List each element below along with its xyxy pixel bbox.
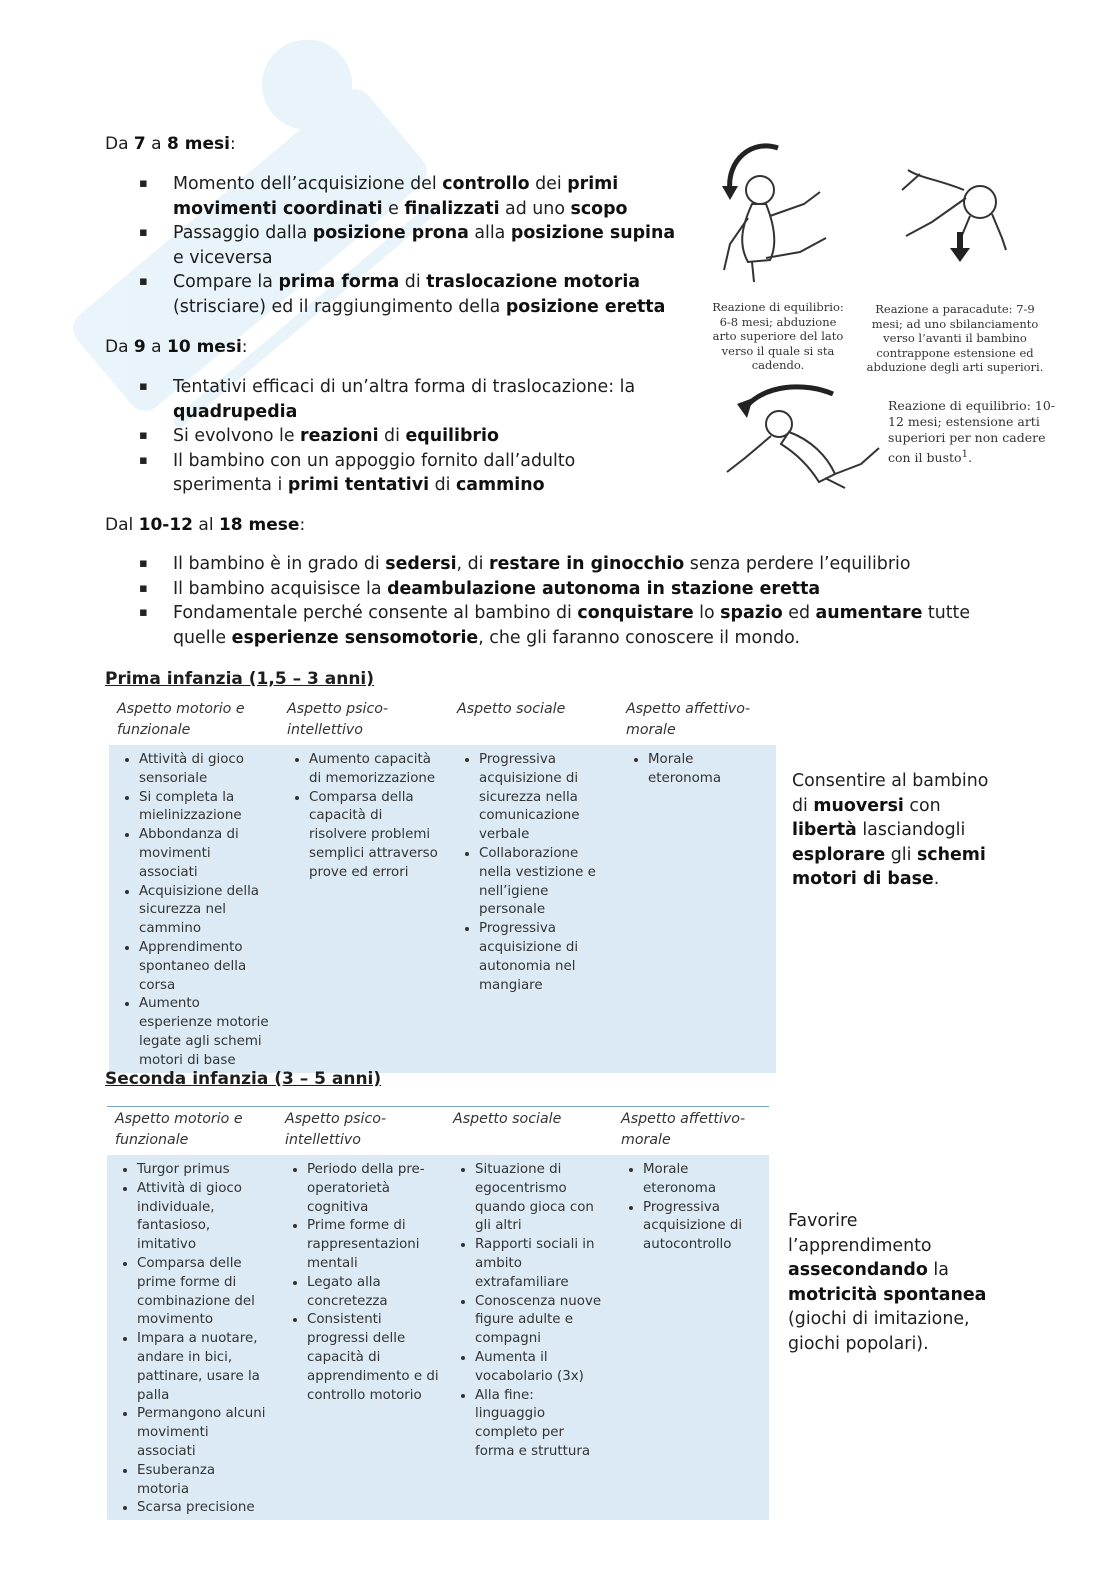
- list-item: ▪ Il bambino è in grado di sedersi, di restare in ginocchio senza perdere l’equilibrio: [139, 552, 999, 577]
- list-item: ▪ Passaggio dalla posizione prona alla posizione supina e viceversa: [139, 221, 689, 270]
- list-item: ▪ Compare la prima forma di traslocazione motoria (strisciare) ed il raggiungimento della posizione eretta: [139, 270, 689, 319]
- bullet-list-7-8-months: [139, 172, 689, 320]
- list-item: • Impara a nuotare, andare in bici, pattinare, usare la palla: [137, 1330, 271, 1405]
- table-cell: [109, 745, 279, 1073]
- section-label-9-10-months: Da 9 a 10 mesi:: [105, 337, 248, 357]
- list-item: • Aumento esperienze motorie legate agli schemi motori di base: [139, 995, 273, 1070]
- list-item: ▪ Il bambino con un appoggio fornito dall’adulto sperimenta i primi tentativi di cammino: [139, 449, 679, 498]
- list-item: • Comparsa della capacità di risolvere problemi semplici attraverso prove ed errori: [309, 789, 443, 883]
- infant-equilibrium-10-12-months-illustration: [715, 378, 885, 498]
- bullet-list-9-10-months: [139, 375, 679, 498]
- list-item: ▪ Il bambino acquisisce la deambulazione autonoma in stazione eretta: [139, 577, 999, 602]
- list-item: ▪ Momento dell’acquisizione del controllo dei primi movimenti coordinati e finalizzati ad uno scopo: [139, 172, 689, 221]
- side-note-prima-infanzia: Consentire al bambino di muoversi con libertà lasciandogli esplorare gli schemi motori di base.: [792, 771, 989, 890]
- list-item: • Scarsa precisione: [137, 1499, 271, 1518]
- list-item: ▪ Fondamentale perché consente al bambino di conquistare lo spazio ed aumentare tutte quelle esperienze sensomotorie, che gli faranno conoscere il mondo.: [139, 601, 999, 650]
- table-cell: [445, 1155, 613, 1520]
- section-label-7-8-months: Da 7 a 8 mesi:: [105, 134, 236, 154]
- figure-caption-parachute: Reazione a paracadute: 7-9 mesi; ad uno sbilanciamento verso l’avanti il bambino contrappone estensione ed abduzione degli arti superiori.: [866, 302, 1044, 374]
- list-item: • Alla fine: linguaggio completo per forma e struttura: [475, 1387, 607, 1462]
- column-header: Aspetto sociale: [445, 1107, 613, 1156]
- table-row: [107, 1155, 769, 1520]
- figure-caption-equilibrium: Reazione di equilibrio: 6-8 mesi; abduzione arto superiore del lato verso il quale si sta cadendo.: [712, 300, 844, 372]
- list-item: • Periodo della pre-operatorietà cognitiva: [307, 1161, 439, 1217]
- list-item: • Abbondanza di movimenti associati: [139, 826, 273, 882]
- side-note-seconda-infanzia: Favorire l’apprendimento assecondando la motricità spontanea (giochi di imitazione, giochi popolari).: [788, 1211, 987, 1354]
- table-cell: [107, 1155, 277, 1520]
- column-header: Aspetto motorio e funzionale: [117, 701, 245, 738]
- table-cell: [279, 745, 449, 1073]
- list-item: • Prime forme di rappresentazioni mentali: [307, 1217, 439, 1273]
- list-item: • Comparsa delle prime forme di combinazione del movimento: [137, 1255, 271, 1330]
- list-item: ▪ Tentativi efficaci di un’altra forma di traslocazione: la quadrupedia: [139, 375, 679, 424]
- table-header-row: [107, 1107, 769, 1156]
- list-item: • Progressiva acquisizione di autonomia nel mangiare: [479, 920, 612, 995]
- list-item: • Collaborazione nella vestizione e nell’igiene personale: [479, 845, 612, 920]
- list-item: • Aumenta il vocabolario (3x): [475, 1349, 607, 1387]
- list-item: • Progressiva acquisizione di sicurezza nella comunicazione verbale: [479, 751, 612, 845]
- table-cell: [618, 745, 776, 1073]
- list-item: • Esuberanza motoria: [137, 1462, 271, 1500]
- list-item: • Legato alla concretezza: [307, 1274, 439, 1312]
- bullet-list-10-18-months: [139, 552, 999, 650]
- list-item: • Attività di gioco sensoriale: [139, 751, 273, 789]
- list-item: ▪ Si evolvono le reazioni di equilibrio: [139, 424, 679, 449]
- infant-parachute-reaction-illustration: [880, 160, 1040, 270]
- column-header: Aspetto psico-intellettivo: [277, 1107, 445, 1156]
- list-item: • Morale eteronoma: [643, 1161, 763, 1199]
- list-item: • Situazione di egocentrismo quando gioca con gli altri: [475, 1161, 607, 1236]
- list-item: • Acquisizione della sicurezza nel cammino: [139, 883, 273, 939]
- list-item: • Consistenti progressi delle capacità di apprendimento e di controllo motorio: [307, 1311, 439, 1405]
- list-item: • Permangono alcuni movimenti associati: [137, 1405, 271, 1461]
- list-item: • Morale eteronoma: [648, 751, 770, 789]
- column-header: Aspetto sociale: [457, 701, 566, 717]
- heading-prima-infanzia: Prima infanzia (1,5 – 3 anni): [105, 669, 375, 689]
- list-item: • Turgor primus: [137, 1161, 271, 1180]
- table-cell: [277, 1155, 445, 1520]
- list-item: • Rapporti sociali in ambito extrafamiliare: [475, 1236, 607, 1292]
- list-item: • Apprendimento spontaneo della corsa: [139, 939, 273, 995]
- table-header-row: [109, 697, 776, 745]
- list-item: • Si completa la mielinizzazione: [139, 789, 273, 827]
- table-seconda-infanzia: [107, 1106, 769, 1520]
- figure-caption-equilibrium-10-12: Reazione di equilibrio: 10-12 mesi; estensione arti superiori per non cadere con il busto$^1$.: [888, 398, 1056, 466]
- list-item: • Progressiva acquisizione di autocontrollo: [643, 1199, 763, 1255]
- list-item: • Attività di gioco individuale, fantasioso, imitativo: [137, 1180, 271, 1255]
- heading-seconda-infanzia: Seconda infanzia (3 – 5 anni): [105, 1069, 382, 1089]
- section-label-10-18-months: Dal 10-12 al 18 mese:: [105, 515, 306, 535]
- list-item: • Conoscenza nuove figure adulte e compagni: [475, 1293, 607, 1349]
- column-header: Aspetto motorio e funzionale: [107, 1107, 277, 1156]
- table-cell: [613, 1155, 769, 1520]
- infant-equilibrium-6-8-months-illustration: [708, 134, 838, 294]
- table-row: [109, 745, 776, 1073]
- table-cell: [449, 745, 618, 1073]
- column-header: Aspetto psico-intellettivo: [287, 701, 389, 738]
- table-prima-infanzia: [109, 697, 776, 1073]
- column-header: Aspetto affettivo-morale: [613, 1107, 769, 1156]
- column-header: Aspetto affettivo-morale: [626, 701, 751, 738]
- list-item: • Aumento capacità di memorizzazione: [309, 751, 443, 789]
